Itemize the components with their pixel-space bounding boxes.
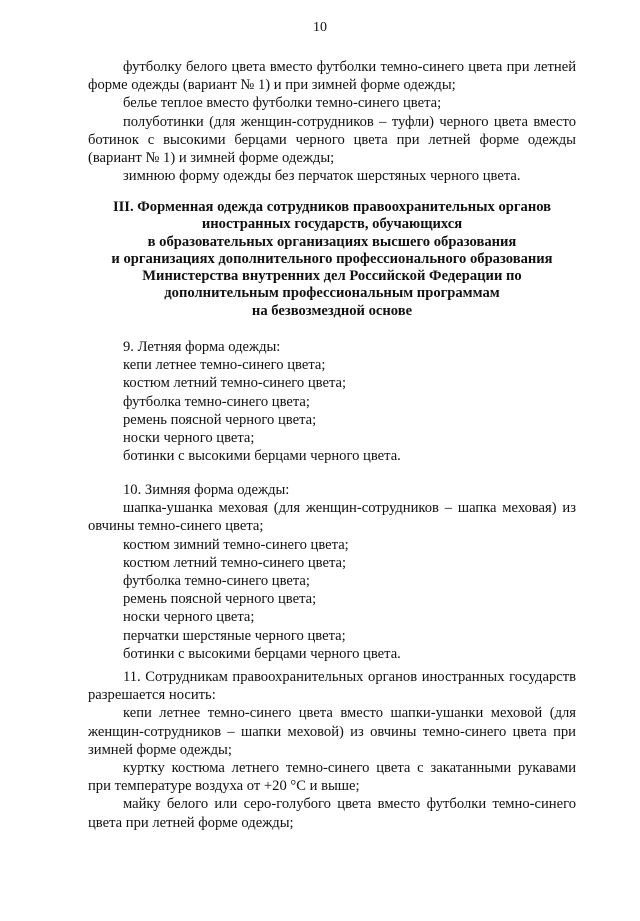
item-9-title: 9. Летняя форма одежды:	[123, 339, 281, 355]
intro-list	[88, 58, 576, 185]
list-item: кепи летнее темно-синего цвета;	[123, 357, 326, 374]
intro-item: футболку белого цвета вместо футболки темно-синего цвета при летней форме одежды (вариант № 1) и при зимней форме одежды;	[88, 59, 576, 94]
section-heading-line: в образовательных организациях высшего образования	[147, 233, 517, 250]
item-10-winter-uniform	[88, 481, 576, 663]
intro-item: полуботинки (для женщин-сотрудников – туфли) черного цвета вместо ботинок с высокими берцами черного цвета при летней форме одежды (вариант № 1) и зимней форме одежды;	[88, 113, 576, 167]
list-item: футболка темно-синего цвета;	[123, 393, 310, 410]
intro-item: зимнюю форму одежды без перчаток шерстяных черного цвета.	[123, 168, 521, 185]
section-heading-line: иностранных государств, обучающихся	[201, 216, 463, 233]
list-item: майку белого или серо-голубого цвета вместо футболки темно-синего цвета при летней форме одежды;	[88, 796, 576, 831]
list-item: ремень поясной черного цвета;	[123, 591, 317, 608]
section-heading-line: III. Форменная одежда сотрудников правоохранительных органов	[112, 199, 552, 215]
list-item: костюм летний темно-синего цвета;	[123, 375, 347, 392]
section-heading-line: Министерства внутренних дел Российской Федерации по	[142, 268, 522, 285]
list-item: ботинки с высокими берцами черного цвета.	[123, 645, 401, 662]
item-11-title: 11. Сотрудникам правоохранительных органов иностранных государств разрешается носить:	[88, 669, 576, 704]
page-number: 10	[313, 20, 327, 35]
section-heading-line: дополнительным профессиональным программам	[164, 285, 500, 302]
section-heading-line: на безвозмездной основе	[251, 302, 413, 319]
item-11-permitted	[88, 668, 576, 832]
list-item: футболка темно-синего цвета;	[123, 573, 310, 590]
list-item: ремень поясной черного цвета;	[123, 411, 317, 428]
list-item: носки черного цвета;	[123, 609, 255, 626]
item-10-title: 10. Зимняя форма одежды:	[123, 482, 290, 498]
list-item: носки черного цвета;	[123, 430, 255, 447]
item-9-summer-uniform	[88, 338, 576, 465]
list-item: шапка-ушанка меховая (для женщин-сотрудников – шапка меховая) из овчины темно-синего цвета;	[88, 500, 576, 535]
list-item: куртку костюма летнего темно-синего цвета с закатанными рукавами при температуре воздуха от +20 °С и выше;	[88, 760, 576, 795]
list-item: кепи летнее темно-синего цвета вместо шапки-ушанки меховой (для женщин-сотрудников – шапки меховой) из овчины темно-синего цвета при зимней форме одежды;	[88, 705, 576, 758]
section-heading	[70, 199, 594, 320]
list-item: ботинки с высокими берцами черного цвета.	[123, 448, 401, 465]
list-item: костюм летний темно-синего цвета;	[123, 554, 347, 571]
section-heading-line: и организациях дополнительного профессионального образования	[111, 250, 553, 267]
list-item: костюм зимний темно-синего цвета;	[123, 536, 349, 553]
intro-item: белье теплое вместо футболки темно-синего цвета;	[123, 95, 442, 112]
list-item: перчатки шерстяные черного цвета;	[123, 627, 346, 644]
